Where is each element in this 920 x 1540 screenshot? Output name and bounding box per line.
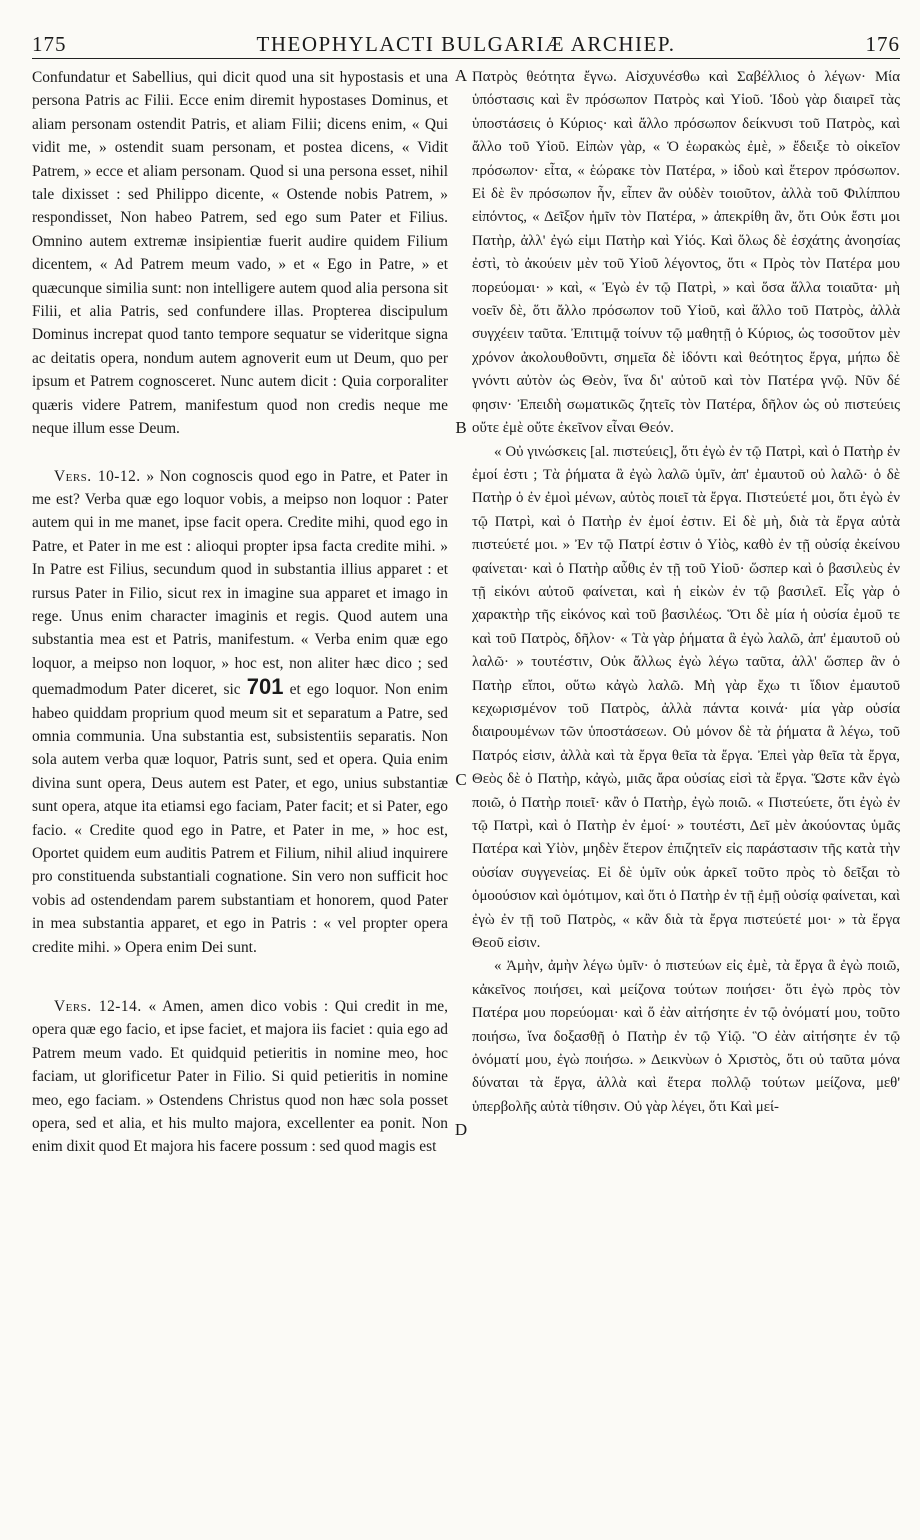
greek-column bbox=[472, 66, 900, 1528]
latin-text: » Non cognoscis quod ego in Patre, et Pater in me est? Verba quæ ego loquor vobis, a meipso non loquor : Pater autem qui in me manet, ipse facit opera. Credite mihi, quod ego in Patre, et Pater in me est : alioqui propter ipsa facta credite mihi. » In Patre est Filius, secundum quod in substantia illius apparet : et rursus Pater in Filio, sicut rex in imagine sua apparet et imago in rege. Unus enim character imaginis et regis. Quod autem una substantia mea est et Patris, manifestum. « Verba enim quæ ego loquor, a meipso non loquor, » hoc est, non aliter hæc dico ; sed quemadmodum Pater diceret, sic bbox=[32, 467, 448, 699]
latin-text: et ego loquor. Non enim habeo quiddam proprium quod meum sit et separatum a Patre, sed omnia communia. Una substantia est, subsistentiis separatis. Non sola autem verba quæ loquor, Patris sunt, sed et opera. Quia enim divina sunt opera, Deus autem est Pater, et ego, unius substantiæ sunt opera, atque ita etiamsi ego faciam, Pater facit; et si Pater, ego facio. « Credite quod ego in Patre, et Pater in me, » hoc est, Oportet quidem eum auditis Patrem et Filium, nihil aliud inquirere pro constituenda substantiali cognatione. Sin vero non sufficit hoc vobis ad ostendendam parem substantiam et honorem, quod Pater in mea substantia apparet, et ego in Patris : « vel propter opera credite mihi. » Opera enim Dei sunt. bbox=[32, 681, 448, 956]
greek-paragraph: « Οὐ γινώσκεις [al. πιστεύεις], ὅτι ἐγὼ ἐν τῷ Πατρὶ, καὶ ὁ Πατὴρ ἐν ἐμοί ἐστι ; Τὰ ῥήματα ἃ ἐγὼ λαλῶ ὑμῖν, ἀπ' ἐμαυτοῦ οὐ λαλῶ· ὁ δὲ Πατὴρ ὁ ἐν ἐμοὶ μένων, αὐτὸς ποιεῖ τὰ ἔργα. Πιστεύετέ μοι, ὅτι ἐγὼ ἐν τῷ Πατρὶ, καὶ ὁ Πατὴρ ἐν ἐμοί ἐστιν. Εἰ δὲ μὴ, διὰ τὰ ἔργα αὐτὰ πιστεύετέ μοι. » Ἐν τῷ Πατρί ἐστιν ὁ Υἱὸς, καθὸ ἐν τῇ οὐσίᾳ ἐκείνου φαίνεται· καὶ ὁ Πατὴρ αὖθις ἐν τῇ τοῦ Υἱοῦ· ὥσπερ καὶ ὁ βασιλεὺς ἐν τῇ εἰκόνι αὐτοῦ φαίνεται, καὶ ἡ εἰκὼν ἐν τῷ βασιλεῖ. Εἷς γὰρ ὁ χαρακτὴρ τῆς εἰκόνος καὶ τοῦ βασιλέως. Ὅτι δὲ μία ἡ οὐσία ἐμοῦ τε καὶ τοῦ Πατρὸς, δῆλον· « Τὰ γὰρ ῥήματα ἃ ἐγὼ λαλῶ, ἀπ' ἐμαυτοῦ οὐ λαλῶ· » τουτέστιν, Οὐκ ἄλλως ἐγὼ λέγω ταῦτα, ἀλλ' ὥσπερ ἂν ὁ Πατὴρ εἴποι, οὕτω κἀγὼ λαλῶ. Μὴ γὰρ ἔχω τι ἴδιον ἐμαυτοῦ κεχωρισμένον τοῦ Πατρὸς, ἀλλὰ πάντα κοινά· μία γὰρ οὐσία διαιρουμένων τῶν ὑποστάσεων. Οὐ μόνον δὲ τὰ ῥήματα ἃ λέγω, τοῦ Πατρός εἰσιν, ἀλλὰ καὶ τὰ ἔργα θεῖα τὰ ἔργα. Ἐπεὶ γὰρ θεῖα τὰ ἔργα, Θεὸς δὲ ὁ Πατὴρ, κἀγὼ, μιᾶς ἄρα οὐσίας εἰσὶ τὰ ἔργα. Ὥστε κἂν ἐγὼ ποιῶ, ὁ Πατὴρ ποιεῖ· κἂν ὁ Πατὴρ, ἐγὼ ποιῶ. « Πιστεύετε, ὅτι ἐγὼ ἐν τῷ Πατρὶ, καὶ ὁ Πατὴρ ἐν ἐμοί· » τουτέστι, Δεῖ μὲν ἀκούοντας ὑμᾶς Πατέρα καὶ Υἱὸν, μηδὲν ἕτερον ἐπιζητεῖν εἰς παράστασιν τῆς κατὰ τὴν οὐσίαν συγγενείας. Εἰ δὲ ὑμῖν οὐκ ἀρκεῖ τοῦτο πρὸς τὸ δεῖξαι τὸ ὁμοούσιον καὶ ὁμότιμον, καὶ ὅτι ὁ Πατὴρ ἐν τῇ ἐμῇ οὐσίᾳ φαίνεται, καὶ ἐγὼ ἐν τῇ τοῦ Πατρὸς, « κἂν διὰ τὰ ἔργα πιστεύετέ μοι· » τὰ ἔργα Θεοῦ εἰσιν. bbox=[472, 443, 900, 952]
latin-text: « Amen, amen dico vobis : Qui credit in me, opera quæ ego facio, et ipse faciet, et majora iis faciet : quia ego ad Patrem meum vado. Et quidquid petieritis in nomine meo, hoc faciam, ut glorificetur Pater in Filio. Si quid petieritis in nomine meo, ego faciam. » Ostendens Christus quod non hæc sola posset opera, sed et alia, et his multo majora, excellenter ea ponit. Non enim dixit quod Et majora his facere possum : sed quod magis est bbox=[32, 998, 448, 1156]
section-marker-d: D bbox=[454, 1120, 468, 1139]
latin-column bbox=[32, 66, 448, 1528]
section-marker-c: C bbox=[455, 770, 467, 789]
latin-paragraph bbox=[32, 465, 448, 960]
latin-paragraph bbox=[32, 995, 448, 1159]
running-header bbox=[32, 28, 900, 59]
verse-label: Vers. 12-14. bbox=[54, 998, 142, 1016]
page-number-right: 176 bbox=[865, 32, 900, 56]
greek-paragraph: Πατρὸς θεότητα ἔγνω. Αἰσχυνέσθω καὶ Σαβέλλιος ὁ λέγων· Μία ὑπόστασις καὶ ἓν πρόσωπον Πατρὸς καὶ Υἱοῦ. Ἰδοὺ γὰρ διαιρεῖ τὰς ὑποστάσεις ὁ Κύριος· καὶ ἄλλο πρόσωπον δείκνυσι τοῦ Πατρὸς, καὶ ἄλλο τοῦ Υἱοῦ. Εἰπὼν γὰρ, « Ὁ ἑωρακὼς ἐμὲ, » ἔδειξε τὸ οἰκεῖον πρόσωπον· εἶτα, « ἑώρακε τὸν Πατέρα, » ἰδοὺ καὶ ἕτερον πρόσωπον. Εἰ δὲ ἓν πρόσωπον ἦν, εἶπεν ἂν οὐδὲν τοιοῦτον, ἀλλὰ τοῦ Φιλίππου εἰπόντος, « Δεῖξον ἡμῖν τὸν Πατέρα, » ἀπεκρίθη ἂν, ὅτι Οὐκ ἔστι μοι Πατὴρ, ἀλλ' ἐγώ εἰμι Πατὴρ καὶ Υἱός. Καὶ ὅλως δὲ ἐσχάτης ἀνοησίας ἐστὶ, τὸ ἀκούειν μὲν τοῦ Υἱοῦ λέγοντος, ὅτι « Πρὸς τὸν Πατέρα μου πορεύομαι· » καὶ, « Ἐγὼ ἐν τῷ Πατρὶ, » καὶ ὅσα ἄλλα τοιαῦτα· μὴ νοεῖν δὲ, ὅτι ἄλλο πρόσωπον τοῦ Υἱοῦ, καὶ ἄλλο τοῦ Πατρὸς, ἀλλὰ συγχέειν ταῦτα. Ἐπιτιμᾷ τοίνυν τῷ μαθητῇ ὁ Κύριος, ὡς τοσοῦτον μὲν χρόνον ἀκολουθοῦντι, σημεῖα δὲ ἰδόντι καὶ θεότητος ἔργα, μήπω δὲ γνόντι αὐτὸν ὡς Θεὸν, ἵνα δι' αὐτοῦ καὶ τὸν Πατέρα γνῷ. Νῦν δέ φησιν· Ἐπειδὴ σωματικῶς ζητεῖς τὸν Πατέρα, δῆλον ὡς οὐ πιστεύεις οὔτε ἐμὲ οὔτε ἐκεῖνον εἶναι Θεόν. bbox=[472, 69, 900, 437]
section-marker-a: A bbox=[454, 66, 468, 85]
verse-label: Vers. 10-12. bbox=[54, 467, 141, 485]
greek-paragraph: « Ἀμὴν, ἀμὴν λέγω ὑμῖν· ὁ πιστεύων εἰς ἐμὲ, τὰ ἔργα ἃ ἐγὼ ποιῶ, κἀκεῖνος ποιήσει, καὶ μείζονα τούτων ποιήσει· ὅτι ἐγὼ πρὸς τὸν Πατέρα μου πορεύομαι· καὶ ὅ ἐὰν αἰτήσητε ἐν τῷ ὀνόματί μου, τοῦτο ποιήσω, ἵνα δοξασθῇ ὁ Πατὴρ ἐν τῷ Υἱῷ. Ὃ ἐὰν αἰτήσητε ἐν τῷ ὀνόματί μου, ἐγὼ ποιήσω. » Δεικνὺων ὁ Χριστὸς, ὅτι οὐ ταῦτα μόνα δύναται τὰ ἔργα, ἀλλὰ καὶ ἕτερα πολλῷ τούτων μείζονα, μεθ' ὑπερβολῆς αὐτὰ τίθησιν. Οὐ γὰρ λέγει, ὅτι Καὶ μεί- bbox=[472, 958, 900, 1115]
section-marker-b: B bbox=[455, 418, 467, 437]
latin-paragraph: Confundatur et Sabellius, qui dicit quod una sit hypostasis et una persona Patris ac Filii. Ecce enim diremit hypostases Dominus, et aliam personam ostendit Patris, et aliam Filii; dicens enim, « Qui vidit me, » ostendit suam personam, et postea dicens, « Vidit Patrem, » ecce et aliam personam. Quod si una persona esset, nihil tale dixisset : sed Philippo dicente, « Ostende nobis Patrem, » respondisset, Non habeo Patrem, sed ego sum Pater et Filius. Omnino autem extremæ insipientiæ fuerit audire quidem Filium dicentem, « Ad Patrem meum vado, » et « Ego in Patre, » et quæcunque similia sunt: non intelligere autem quod alia persona sit Filii, et alia Patris, sed confundere illas. Propterea discipulum Dominus increpat quod tanto tempore sequatur se videritque signa ac deitatis opera, nondum autem agnoverit eum ut Deum, quo per ipsum et Patrem cognosceret. Nunc autem dicit : Quia corporaliter quæris videre Patrem, manifestum quod non credis neque me neque illum esse Deum. bbox=[32, 69, 448, 438]
column-number: 701 bbox=[246, 674, 284, 700]
running-title: THEOPHYLACTI BULGARIÆ ARCHIEP. bbox=[256, 32, 676, 56]
page-number-left: 175 bbox=[32, 32, 67, 56]
